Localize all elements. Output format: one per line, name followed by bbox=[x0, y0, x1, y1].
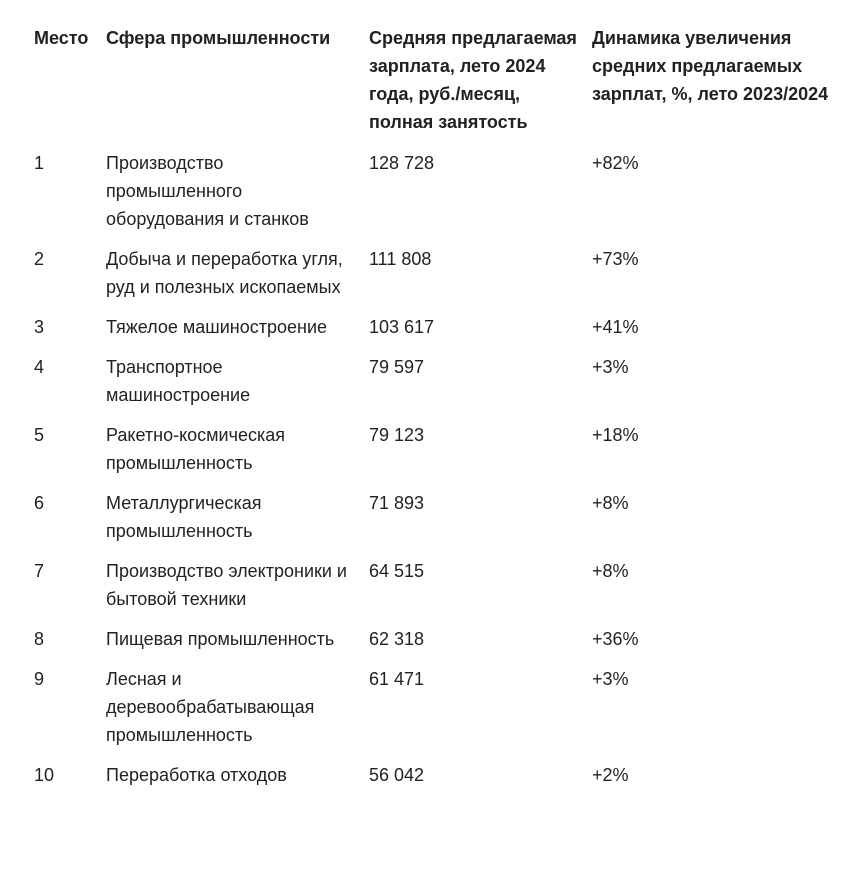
growth-cell: +3% bbox=[592, 357, 629, 377]
rank-cell: 4 bbox=[34, 357, 45, 377]
header-sphere: Сфера промышленности bbox=[106, 28, 331, 48]
salary-cell: 79 597 bbox=[369, 357, 425, 377]
rank-cell: 2 bbox=[34, 249, 45, 269]
salary-cell: 56 042 bbox=[369, 765, 425, 785]
rank-cell: 5 bbox=[34, 425, 45, 445]
table-header bbox=[26, 24, 846, 149]
salary-table bbox=[26, 24, 846, 801]
table-row bbox=[26, 313, 846, 353]
rank-cell: 10 bbox=[34, 765, 55, 785]
table-body bbox=[26, 149, 846, 801]
table-row bbox=[26, 421, 846, 489]
growth-cell: +82% bbox=[592, 153, 639, 173]
salary-cell: 64 515 bbox=[369, 561, 425, 581]
growth-cell: +41% bbox=[592, 317, 639, 337]
sphere-cell: Лесная и деревообрабатывающая промышленность bbox=[106, 669, 315, 745]
header-salary: Средняя предлагаемая зарплата, лето 2024 года, руб./месяц, полная занятость bbox=[369, 28, 577, 132]
growth-cell: +36% bbox=[592, 629, 639, 649]
growth-cell: +8% bbox=[592, 561, 629, 581]
sphere-cell: Металлургическая промышленность bbox=[106, 493, 262, 541]
salary-cell: 79 123 bbox=[369, 425, 425, 445]
growth-cell: +18% bbox=[592, 425, 639, 445]
salary-cell: 62 318 bbox=[369, 629, 425, 649]
header-row bbox=[26, 24, 846, 149]
rank-cell: 8 bbox=[34, 629, 45, 649]
sphere-cell: Переработка отходов bbox=[106, 765, 287, 785]
growth-cell: +8% bbox=[592, 493, 629, 513]
header-growth: Динамика увеличения средних предлагаемых зарплат, %, лето 2023/2024 bbox=[592, 28, 829, 104]
rank-cell: 7 bbox=[34, 561, 45, 581]
rank-cell: 3 bbox=[34, 317, 45, 337]
salary-cell: 61 471 bbox=[369, 669, 425, 689]
table-row bbox=[26, 625, 846, 665]
sphere-cell: Производство промышленного оборудования и станков bbox=[106, 153, 309, 229]
rank-cell: 1 bbox=[34, 153, 45, 173]
sphere-cell: Пищевая промышленность bbox=[106, 629, 335, 649]
sphere-cell: Добыча и переработка угля, руд и полезных ископаемых bbox=[106, 249, 343, 297]
table-row bbox=[26, 557, 846, 625]
growth-cell: +3% bbox=[592, 669, 629, 689]
sphere-cell: Транспортное машиностроение bbox=[106, 357, 251, 405]
sphere-cell: Тяжелое машиностроение bbox=[106, 317, 328, 337]
header-rank: Место bbox=[34, 28, 89, 48]
sphere-cell: Производство электроники и бытовой техники bbox=[106, 561, 347, 609]
table-row bbox=[26, 489, 846, 557]
growth-cell: +73% bbox=[592, 249, 639, 269]
table-row bbox=[26, 353, 846, 421]
salary-cell: 71 893 bbox=[369, 493, 425, 513]
salary-cell: 103 617 bbox=[369, 317, 435, 337]
rank-cell: 6 bbox=[34, 493, 45, 513]
rank-cell: 9 bbox=[34, 669, 45, 689]
salary-cell: 111 808 bbox=[369, 249, 432, 269]
table-row bbox=[26, 245, 846, 313]
table-row bbox=[26, 761, 846, 801]
salary-cell: 128 728 bbox=[369, 153, 435, 173]
sphere-cell: Ракетно-космическая промышленность bbox=[106, 425, 286, 473]
table-row bbox=[26, 665, 846, 761]
table-row bbox=[26, 149, 846, 245]
growth-cell: +2% bbox=[592, 765, 629, 785]
